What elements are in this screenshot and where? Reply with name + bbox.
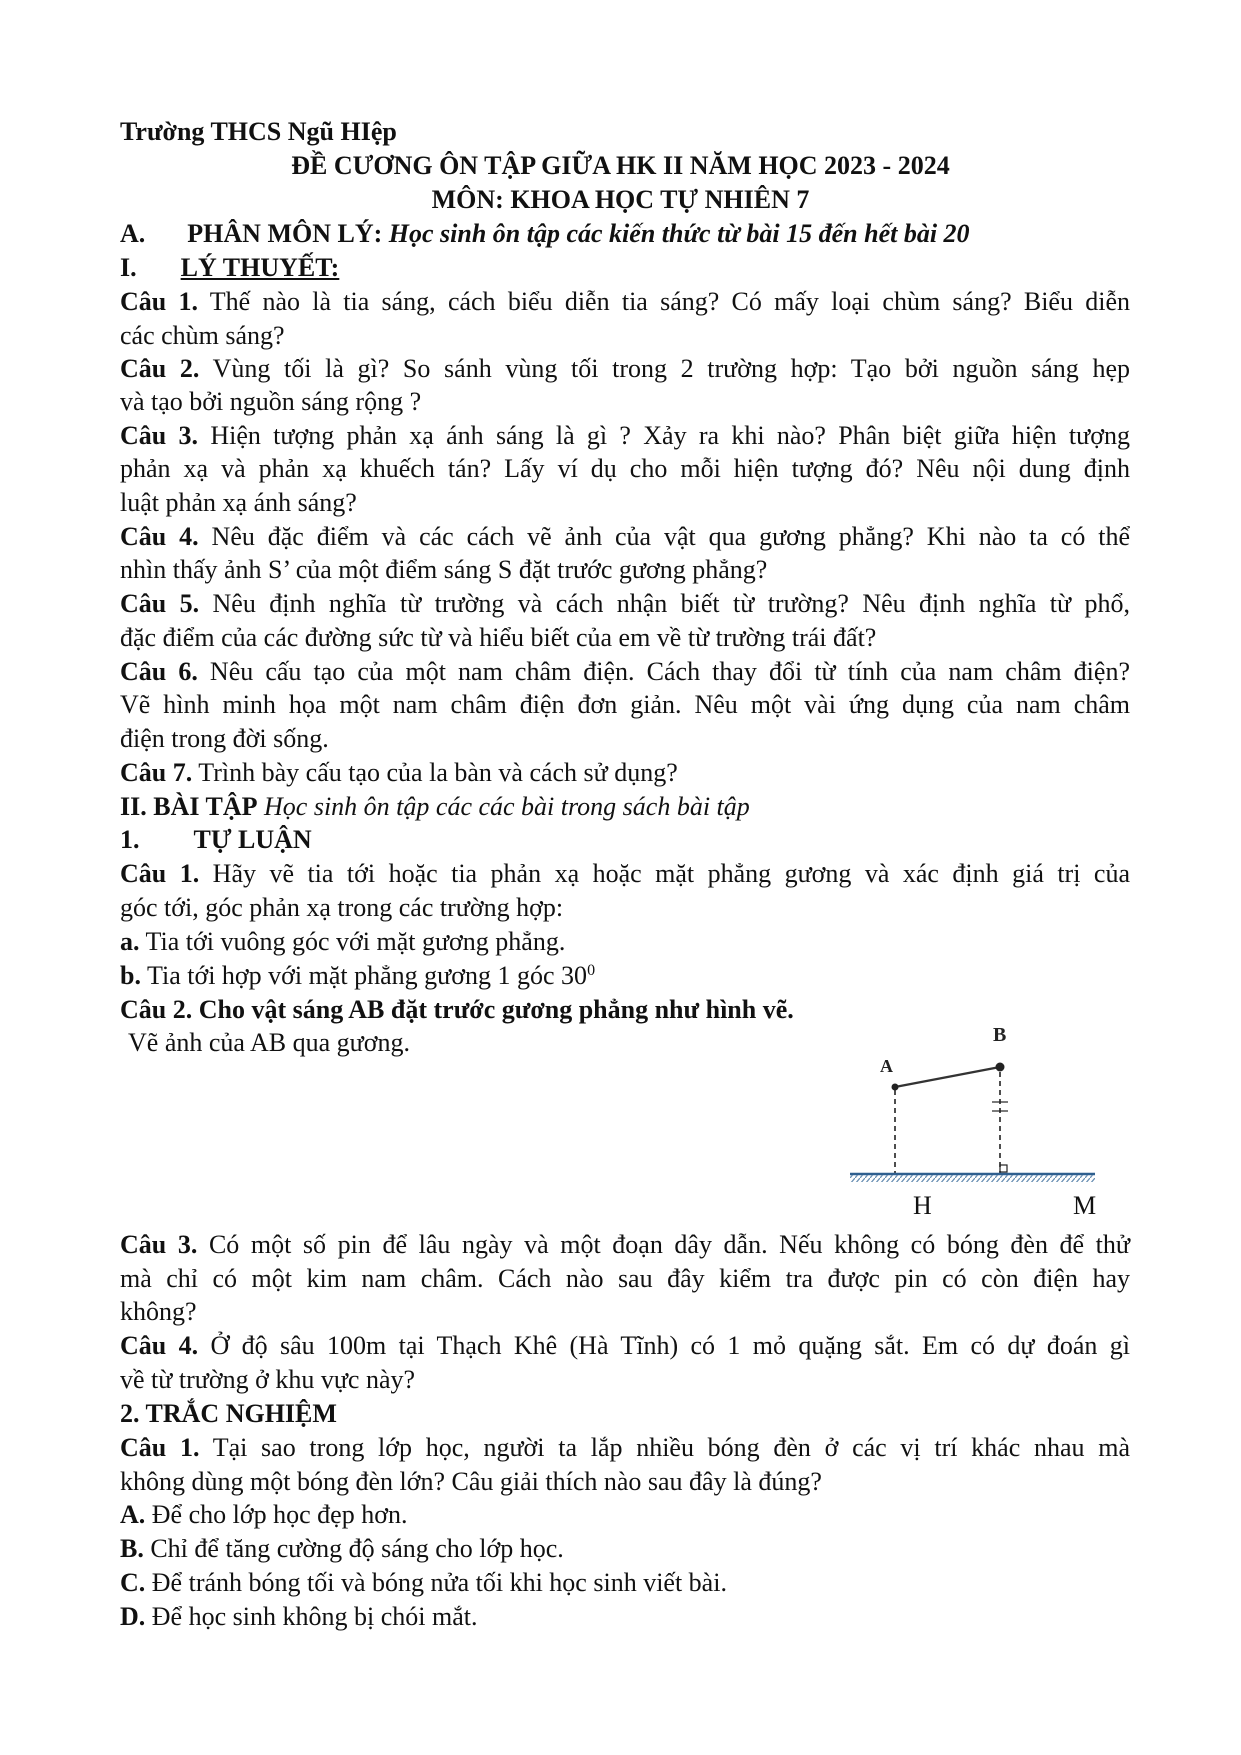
essay-q1-option-b xyxy=(120,959,595,993)
theory-q3-label: Câu 3. xyxy=(120,421,199,450)
essay-q1-a-text: Tia tới vuông góc với mặt gương phẳng. xyxy=(145,927,566,956)
essay-heading xyxy=(120,823,312,857)
essay-q2-heading: Câu 2. Cho vật sáng AB đặt trước gương phẳng như hình vẽ. xyxy=(120,995,794,1024)
theory-q3-line1 xyxy=(120,419,1130,453)
theory-title: LÝ THUYẾT: xyxy=(180,253,340,282)
mcq-option-d-text: Để học sinh không bị chói mắt. xyxy=(151,1602,478,1631)
mcq-option-a xyxy=(120,1498,407,1532)
point-a xyxy=(892,1084,899,1091)
essay-q2-task: Vẽ ảnh của AB qua gương. xyxy=(128,1028,411,1057)
theory-q4-line2: nhìn thấy ảnh S’ của một điểm sáng S đặt trước gương phẳng? xyxy=(120,555,768,584)
essay-marker: 1. xyxy=(120,825,140,854)
essay-q1-label: Câu 1. xyxy=(120,859,200,888)
essay-q4-line2: về từ trường ở khu vực này? xyxy=(120,1365,416,1394)
essay-q4-label: Câu 4. xyxy=(120,1331,199,1360)
mirror-figure xyxy=(850,1022,1120,1222)
section-a-label: PHÂN MÔN LÝ: xyxy=(187,219,383,248)
label-m: M xyxy=(1073,1191,1097,1220)
mirror-figure-svg xyxy=(850,1022,1120,1222)
mcq-q1-line2: không dùng một bóng đèn lớn? Câu giải thích nào sau đây là đúng? xyxy=(120,1467,822,1496)
mcq-heading: 2. TRẮC NGHIỆM xyxy=(120,1399,337,1428)
mcq-option-c-text: Để tránh bóng tối và bóng nửa tối khi học sinh viết bài. xyxy=(151,1568,727,1597)
section-a-marker: A. xyxy=(120,219,146,248)
theory-q6-text1: Nêu cấu tạo của một nam châm điện. Cách thay đổi từ tính của nam châm điện? xyxy=(209,657,1130,686)
theory-q2-label: Câu 2. xyxy=(120,354,200,383)
theory-q7-text1: Trình bày cấu tạo của la bàn và cách sử dụng? xyxy=(198,758,678,787)
theory-q4-text1: Nêu đặc điểm và các cách vẽ ảnh của vật qua gương phẳng? Khi nào ta có thể xyxy=(211,522,1130,551)
essay-q1-b-label: b. xyxy=(120,961,141,990)
theory-q3-line3: luật phản xạ ánh sáng? xyxy=(120,488,357,517)
essay-q1-line1 xyxy=(120,857,1130,891)
theory-q3-text1: Hiện tượng phản xạ ánh sáng là gì ? Xảy ra khi nào? Phân biệt giữa hiện tượng xyxy=(210,421,1130,450)
essay-q1-a-label: a. xyxy=(120,927,140,956)
theory-q6-line1 xyxy=(120,655,1130,689)
mcq-option-b-text: Chỉ để tăng cường độ sáng cho lớp học. xyxy=(150,1534,564,1563)
essay-q1-b-text: Tia tới hợp với mặt phẳng gương 1 góc 30 xyxy=(147,961,588,990)
mcq-option-a-text: Để cho lớp học đẹp hơn. xyxy=(151,1500,408,1529)
mcq-q1-text1: Tại sao trong lớp học, người ta lắp nhiều bóng đèn ở các vị trí khác nhau mà xyxy=(212,1433,1130,1462)
object-ab-line xyxy=(895,1067,1000,1087)
essay-q4-line1 xyxy=(120,1329,1130,1363)
essay-q1-line2: góc tới, góc phản xạ trong các trường hợp: xyxy=(120,893,564,922)
theory-q6-label: Câu 6. xyxy=(120,657,198,686)
section-a-heading xyxy=(120,217,970,251)
essay-q4-text1: Ở độ sâu 100m tại Thạch Khê (Hà Tĩnh) có 1 mỏ quặng sắt. Em có dự đoán gì xyxy=(210,1331,1130,1360)
theory-q4-label: Câu 4. xyxy=(120,522,199,551)
point-b xyxy=(996,1063,1005,1072)
mcq-option-c-key: C. xyxy=(120,1568,146,1597)
essay-q1-text1: Hãy vẽ tia tới hoặc tia phản xạ hoặc mặt phẳng gương và xác định giá trị của xyxy=(212,859,1130,888)
theory-marker: I. xyxy=(120,253,137,282)
exercises-heading xyxy=(120,790,750,824)
mirror-hatching xyxy=(850,1175,1095,1182)
mcq-option-a-key: A. xyxy=(120,1500,146,1529)
theory-q2-text1: Vùng tối là gì? So sánh vùng tối trong 2 trường hợp: Tạo bởi nguồn sáng hẹp xyxy=(212,354,1130,383)
essay-title: TỰ LUẬN xyxy=(193,825,312,854)
label-b: B xyxy=(993,1024,1007,1046)
theory-q5-label: Câu 5. xyxy=(120,589,200,618)
theory-q1-line1 xyxy=(120,285,1130,319)
theory-q4-line1 xyxy=(120,520,1130,554)
theory-q5-text1: Nêu định nghĩa từ trường và cách nhận biết từ trường? Nêu định nghĩa từ phổ, xyxy=(212,589,1130,618)
theory-q7-line1 xyxy=(120,756,678,790)
mcq-q1-label: Câu 1. xyxy=(120,1433,200,1462)
essay-q3-line1 xyxy=(120,1228,1130,1262)
theory-q5-line2: đặc điểm của các đường sức từ và hiểu biết của em về từ trường trái đất? xyxy=(120,623,877,652)
essay-q1-b-degree: 0 xyxy=(587,962,596,979)
mcq-q1-line1 xyxy=(120,1431,1130,1465)
theory-q1-line2: các chùm sáng? xyxy=(120,321,285,350)
theory-q3-line2: phản xạ và phản xạ khuếch tán? Lấy ví dụ cho mỗi hiện tượng đó? Nêu nội dung định xyxy=(120,454,1130,483)
section-a-note: Học sinh ôn tập các kiến thức từ bài 15 đến hết bài 20 xyxy=(388,219,970,248)
label-h: H xyxy=(913,1191,932,1220)
theory-q7-label: Câu 7. xyxy=(120,758,193,787)
exercises-title: II. BÀI TẬP xyxy=(120,792,258,821)
theory-q2-line2: và tạo bởi nguồn sáng rộng ? xyxy=(120,387,422,416)
right-angle-mark xyxy=(1000,1165,1007,1172)
subject-title: MÔN: KHOA HỌC TỰ NHIÊN 7 xyxy=(431,185,810,214)
theory-q1-label: Câu 1. xyxy=(120,287,198,316)
essay-q3-label: Câu 3. xyxy=(120,1230,198,1259)
document-title: ĐỀ CƯƠNG ÔN TẬP GIỮA HK II NĂM HỌC 2023 - 2024 xyxy=(291,151,950,180)
theory-q6-line2: Vẽ hình minh họa một nam châm điện đơn giản. Nêu một vài ứng dụng của nam châm xyxy=(120,690,1130,719)
exercises-note: Học sinh ôn tập các các bài trong sách bài tập xyxy=(264,792,750,821)
essay-q1-option-a xyxy=(120,925,565,959)
mcq-option-d-key: D. xyxy=(120,1602,146,1631)
theory-q1-text1: Thế nào là tia sáng, cách biểu diễn tia sáng? Có mấy loại chùm sáng? Biểu diễn xyxy=(209,287,1130,316)
mcq-option-b-key: B. xyxy=(120,1534,144,1563)
theory-q6-line3: điện trong đời sống. xyxy=(120,724,329,753)
essay-q3-line2: mà chỉ có một kim nam châm. Cách nào sau đây kiểm tra được pin có còn điện hay xyxy=(120,1264,1130,1293)
theory-heading xyxy=(120,251,339,285)
mcq-option-d xyxy=(120,1600,477,1634)
essay-q3-line3: không? xyxy=(120,1297,197,1326)
theory-q2-line1 xyxy=(120,352,1130,386)
theory-q5-line1 xyxy=(120,587,1130,621)
label-a: A xyxy=(880,1056,893,1076)
essay-q3-text1: Có một số pin để lâu ngày và một đoạn dây dẫn. Nếu không có bóng đèn để thử xyxy=(208,1230,1131,1259)
mcq-option-c xyxy=(120,1566,727,1600)
school-name: Trường THCS Ngũ HIệp xyxy=(120,117,397,146)
mcq-option-b xyxy=(120,1532,564,1566)
